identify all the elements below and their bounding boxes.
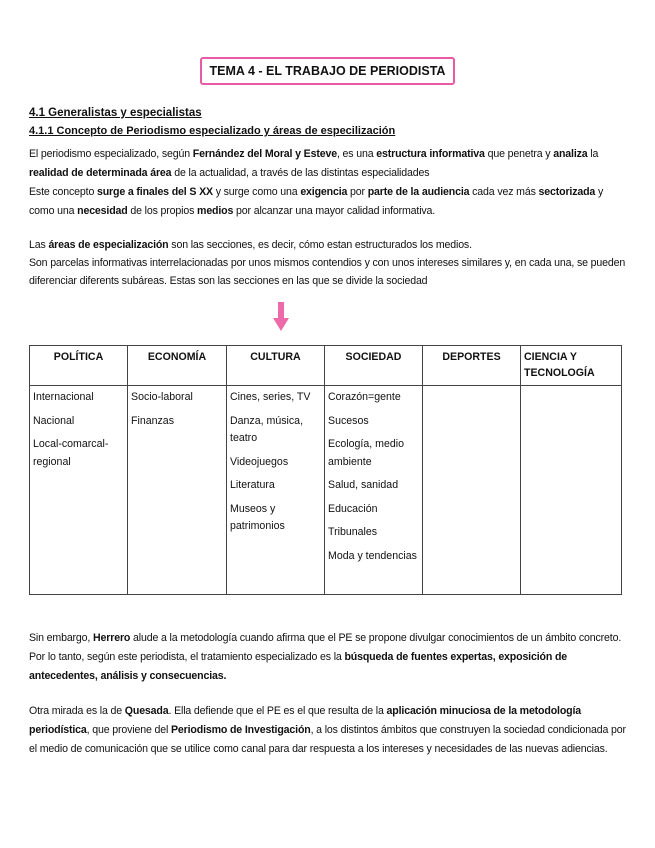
- header-politica: POLÍTICA: [30, 346, 128, 386]
- list-item: Corazón=gente: [328, 391, 401, 403]
- header-sociedad: SOCIEDAD: [325, 346, 423, 386]
- cell-politica: [30, 386, 128, 595]
- list-item: Nacional: [33, 414, 75, 427]
- list-item: Sucesos: [328, 414, 369, 427]
- list-item: Videojuegos: [230, 455, 289, 468]
- paragraph-quesada: Otra mirada es la de Quesada. Ella defiende que el PE es el que resulta de la aplicación minuciosa de la metodología periodística, que proviene del Periodismo de Investigación, a los distintos ámbitos que construyen la sociedad condicionada por el medio de comunicación que se utilice como canal para dar respuesta a los intereses y necesidades de las nuevas adiencias.: [29, 705, 626, 755]
- table-row: [30, 386, 622, 595]
- list-item: Finanzas: [131, 414, 174, 427]
- paragraph-areas: Las áreas de especialización son las secciones, es decir, cómo estan estructurados los medios. Son parcelas informativas interrelacionadas por unos mismos contendios y con unos intereses similares y, en cada una, se pueden diferenciar diferents subáreas. Estas son las secciones en las que se divide la sociedad: [29, 239, 626, 287]
- list-item: Literatura: [230, 479, 275, 491]
- list-item: Tribunales: [328, 526, 378, 538]
- list-item: Internacional: [33, 391, 94, 403]
- paragraph-concept: El periodismo especializado, según Fernández del Moral y Esteve, es una estructura informativa que penetra y analiza la realidad de determinada área de la actualidad, a través de las distintas especialidades Este concepto surge a finales del S XX y surge como una exigencia por parte de la audiencia cada vez más sectorizada y como una necesidad de los propios medios por alcanzar una mayor calidad informativa.: [29, 148, 604, 217]
- list-item: Cines, series, TV: [230, 391, 311, 403]
- list-item: Ecología, medio ambiente: [328, 438, 404, 468]
- list-item: Local-comarcal-regional: [33, 438, 109, 468]
- cell-economia: [128, 386, 227, 595]
- down-arrow-icon: [273, 302, 289, 332]
- list-item: Danza, música, teatro: [230, 414, 304, 444]
- cell-deportes: [423, 386, 521, 595]
- section-heading: 4.1 Generalistas y especialistas: [29, 107, 202, 119]
- header-ciencia-tecnologia: CIENCIA Y TECNOLOGÍA: [521, 346, 622, 386]
- list-item: Salud, sanidad: [328, 479, 399, 491]
- list-item: Museos y patrimonios: [230, 502, 285, 532]
- subsection-heading: 4.1.1 Concepto de Periodismo especializado y áreas de especilización: [29, 125, 396, 137]
- paragraph-herrero: Sin embargo, Herrero alude a la metodología cuando afirma que el PE se propone divulgar conocimientos de un ámbito concreto. Por lo tanto, según este periodista, el tratamiento especializado es la búsqueda de fuentes expertas, exposición de antecedentes, análisis y consecuencias.: [29, 632, 622, 682]
- header-economia: ECONOMÍA: [128, 346, 227, 386]
- list-item: Educación: [328, 502, 378, 515]
- cell-cultura: [227, 386, 325, 595]
- list-item: Socio-laboral: [131, 391, 193, 403]
- list-item: Moda y tendencias: [328, 549, 417, 562]
- cell-ciencia-tecnologia: [521, 386, 622, 595]
- header-deportes: DEPORTES: [423, 346, 521, 386]
- header-cultura: CULTURA: [227, 346, 325, 386]
- page-title: TEMA 4 - EL TRABAJO DE PERIODISTA: [200, 57, 456, 85]
- cell-sociedad: [325, 386, 423, 595]
- table-header-row: [30, 346, 622, 386]
- sections-table: [29, 345, 622, 595]
